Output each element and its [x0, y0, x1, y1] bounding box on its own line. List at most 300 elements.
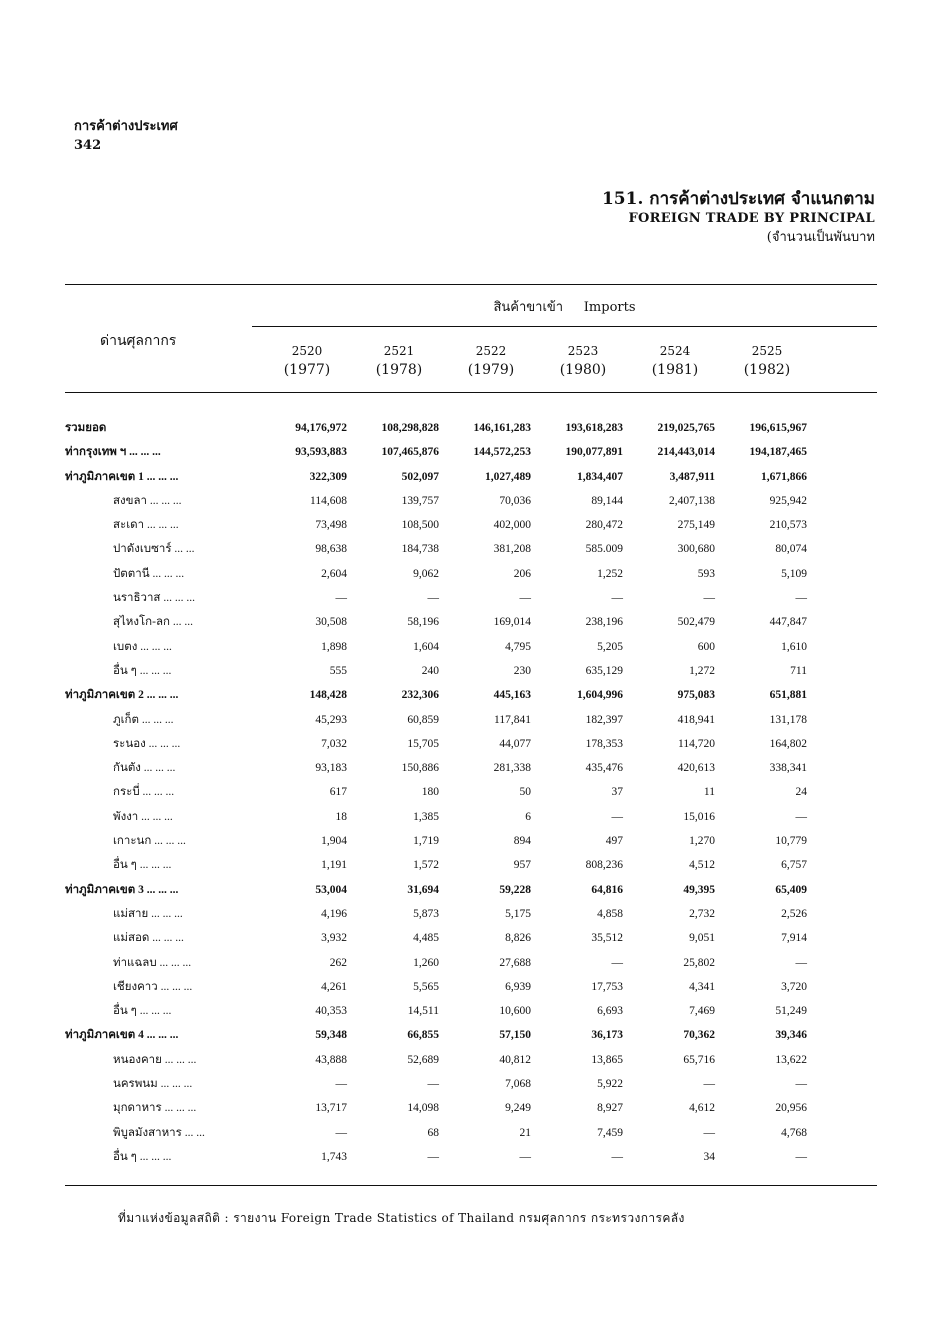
- leader-dots: ... ... ...: [146, 470, 179, 483]
- cell-value: 1,604: [413, 640, 439, 653]
- table-row: [65, 1048, 807, 1072]
- cell-value: 214,443,014: [657, 446, 715, 459]
- cell-value: 40,812: [499, 1053, 531, 1066]
- port-name: อื่น ๆ: [113, 664, 137, 677]
- cell-value: —: [703, 592, 715, 605]
- cell-value: 7,914: [781, 932, 807, 945]
- cell-value: 555: [329, 664, 347, 677]
- cell-value: 210,573: [769, 519, 807, 532]
- cell-value: 11: [703, 786, 715, 799]
- cell-value: 51,249: [775, 1005, 807, 1018]
- cell-value: 240: [421, 664, 439, 677]
- cell-value: 2,732: [689, 907, 715, 920]
- port-name: อื่น ๆ: [113, 1005, 137, 1018]
- cell-value: —: [795, 810, 807, 823]
- cell-value: 14,098: [407, 1102, 439, 1115]
- cell-value: 194,187,465: [749, 446, 807, 459]
- cell-value: 9,062: [413, 567, 439, 580]
- row-label: [65, 902, 255, 926]
- cell-value: 94,176,972: [295, 422, 347, 434]
- cell-value: 114,720: [678, 737, 715, 750]
- cell-value: 1,743: [321, 1150, 347, 1163]
- group-header-thai: สินค้าขาเข้า: [493, 300, 564, 315]
- table-row: [65, 926, 807, 950]
- table-row: [65, 465, 807, 489]
- cell-value: 232,306: [401, 689, 439, 702]
- cell-value: 1,671,866: [761, 470, 807, 483]
- table-row: [65, 780, 807, 804]
- bottom-rule: [65, 1185, 877, 1186]
- row-label: [65, 732, 255, 756]
- cell-value: 206: [513, 567, 531, 580]
- leader-dots: ... ... ...: [146, 519, 179, 532]
- cell-value: 57,150: [499, 1029, 531, 1042]
- cell-value: —: [611, 956, 623, 969]
- cell-value: 68: [427, 1126, 439, 1139]
- cell-value: —: [519, 1150, 531, 1163]
- row-label: [65, 951, 255, 975]
- row-label: [65, 1096, 255, 1120]
- table-row: [65, 829, 807, 853]
- cell-value: 58,196: [407, 616, 439, 629]
- cell-value: 193,618,283: [565, 422, 623, 434]
- cell-value: 600: [697, 640, 715, 653]
- leader-dots: ... ... ...: [160, 980, 193, 993]
- year-be: 2525: [751, 344, 783, 358]
- cell-value: 402,000: [493, 519, 531, 532]
- cell-value: 4,768: [781, 1126, 807, 1139]
- cell-value: 4,795: [505, 640, 531, 653]
- port-name: ท่าภูมิภาคเขต 2: [65, 689, 144, 702]
- leader-dots: ... ... ...: [139, 1150, 172, 1163]
- cell-value: 45,293: [315, 713, 347, 726]
- cell-value: 164,802: [769, 737, 807, 750]
- cell-value: 65,716: [683, 1053, 715, 1066]
- cell-value: 37: [611, 786, 623, 799]
- leader-dots: ... ... ...: [141, 810, 173, 823]
- leader-dots: ... ... ...: [142, 786, 175, 799]
- cell-value: 31,694: [407, 883, 439, 896]
- cell-value: 34: [703, 1150, 715, 1163]
- row-label: [65, 853, 255, 877]
- cell-value: 925,942: [769, 494, 807, 507]
- cell-value: 35,512: [591, 932, 623, 945]
- cell-value: 5,873: [413, 907, 439, 920]
- table-row: [65, 1096, 807, 1120]
- cell-value: —: [427, 1078, 439, 1091]
- cell-value: —: [795, 592, 807, 605]
- cell-value: 52,689: [407, 1053, 439, 1066]
- cell-value: 635,129: [585, 664, 623, 677]
- cell-value: 1,252: [597, 567, 623, 580]
- table-row: [65, 635, 807, 659]
- cell-value: 9,249: [505, 1102, 531, 1115]
- cell-value: 184,738: [401, 543, 439, 556]
- cell-value: 957: [513, 859, 531, 872]
- table-title-thai: 151. การค้าต่างประเทศ จำแนกตาม: [601, 189, 875, 209]
- port-name: พังงา: [113, 810, 139, 823]
- cell-value: 44,077: [499, 737, 531, 750]
- cell-value: 108,500: [401, 519, 439, 532]
- cell-value: 7,032: [321, 737, 347, 750]
- port-name: ท่าภูมิภาคเขต 4: [65, 1029, 144, 1042]
- cell-value: 1,604,996: [577, 689, 623, 702]
- cell-value: 131,178: [769, 713, 807, 726]
- row-label: [65, 805, 255, 829]
- cell-value: 502,097: [401, 470, 439, 483]
- port-name: แม่สอด: [113, 932, 150, 945]
- cell-value: 230: [513, 664, 531, 677]
- table-row: [65, 1121, 807, 1145]
- port-name: ท่าภูมิภาคเขต 1: [65, 470, 144, 483]
- cell-value: —: [795, 956, 807, 969]
- cell-value: 50: [519, 786, 531, 799]
- row-label: [65, 1048, 255, 1072]
- column-group-header: [252, 296, 877, 317]
- port-name: ท่าภูมิภาคเขต 3: [65, 883, 144, 896]
- port-name: แม่สาย: [113, 907, 149, 920]
- cell-value: 7,459: [597, 1126, 623, 1139]
- cell-value: 8,927: [597, 1102, 623, 1115]
- table-row: [65, 756, 807, 780]
- cell-value: —: [335, 592, 347, 605]
- cell-value: 1,834,407: [577, 470, 623, 483]
- year-ce: (1981): [651, 362, 699, 378]
- row-label: [65, 683, 255, 707]
- leader-dots: ... ... ...: [143, 762, 176, 775]
- row-label: [65, 708, 255, 732]
- cell-value: 40,353: [315, 1005, 347, 1018]
- row-label: [65, 416, 255, 440]
- row-label: [65, 975, 255, 999]
- row-label: [65, 756, 255, 780]
- cell-value: 420,613: [677, 762, 715, 775]
- cell-value: 7,068: [505, 1078, 531, 1091]
- cell-value: 2,604: [321, 567, 347, 580]
- cell-value: 64,816: [591, 883, 623, 896]
- cell-value: 169,014: [493, 616, 531, 629]
- cell-value: 280,472: [585, 519, 623, 532]
- cell-value: 144,572,253: [473, 446, 531, 459]
- table-row: [65, 1072, 807, 1096]
- year-ce: (1982): [743, 362, 791, 378]
- year-header: [727, 342, 807, 380]
- cell-value: 180: [421, 786, 439, 799]
- cell-value: —: [795, 1078, 807, 1091]
- year-be: 2520: [291, 344, 323, 358]
- cell-value: 15,705: [407, 737, 439, 750]
- cell-value: 80,074: [775, 543, 807, 556]
- table-row: [65, 853, 807, 877]
- cell-value: 418,941: [677, 713, 715, 726]
- cell-value: 338,341: [769, 762, 807, 775]
- port-name: สงขลา: [113, 494, 148, 507]
- year-header: [267, 342, 347, 380]
- cell-value: 275,149: [677, 519, 715, 532]
- port-name: ท่าแฉลบ: [113, 956, 157, 969]
- cell-value: 219,025,765: [657, 422, 715, 434]
- cell-value: 36,173: [591, 1029, 623, 1042]
- cell-value: 108,298,828: [381, 422, 439, 434]
- cell-value: 146,161,283: [473, 422, 531, 434]
- cell-value: 196,615,967: [749, 422, 807, 434]
- cell-value: —: [427, 1150, 439, 1163]
- row-label: [65, 1072, 255, 1096]
- table-row: [65, 537, 807, 561]
- cell-value: 15,016: [683, 810, 715, 823]
- table-row: [65, 878, 807, 902]
- cell-value: 4,512: [689, 859, 715, 872]
- unit-note: (จำนวนเป็นพันบาท: [766, 230, 875, 245]
- table-row: [65, 902, 807, 926]
- cell-value: 148,428: [309, 689, 347, 702]
- year-header: [359, 342, 439, 380]
- cell-value: 381,208: [493, 543, 531, 556]
- cell-value: 13,865: [591, 1053, 623, 1066]
- cell-value: 300,680: [677, 543, 715, 556]
- cell-value: 89,144: [591, 494, 623, 507]
- page-number: 342: [74, 138, 102, 153]
- cell-value: 593: [697, 567, 715, 580]
- table-row: [65, 440, 807, 464]
- cell-value: 5,922: [597, 1078, 623, 1091]
- leader-dots: ... ... ...: [149, 494, 182, 507]
- year-ce: (1977): [283, 362, 331, 378]
- cell-value: 117,841: [494, 713, 531, 726]
- cell-value: 14,511: [407, 1005, 439, 1018]
- cell-value: 60,859: [407, 713, 439, 726]
- table-row: [65, 975, 807, 999]
- table-row: [65, 416, 807, 440]
- cell-value: 1,270: [689, 835, 715, 848]
- cell-value: 70,036: [499, 494, 531, 507]
- year-header: [635, 342, 715, 380]
- cell-value: 262: [329, 956, 347, 969]
- year-be: 2522: [475, 344, 507, 358]
- cell-value: 502,479: [677, 616, 715, 629]
- port-name: ท่ากรุงเทพ ฯ: [65, 446, 127, 459]
- leader-dots: ... ... ...: [139, 1005, 172, 1018]
- cell-value: 1,610: [781, 640, 807, 653]
- leader-dots: ... ...: [174, 543, 195, 556]
- leader-dots: ... ... ...: [160, 1078, 193, 1091]
- port-name: เชียงคาว: [113, 980, 158, 993]
- cell-value: 238,196: [585, 616, 623, 629]
- row-label: [65, 659, 255, 683]
- cell-value: 894: [513, 835, 531, 848]
- cell-value: —: [611, 810, 623, 823]
- table-title-english: FOREIGN TRADE BY PRINCIPAL: [628, 211, 875, 226]
- port-name: รวมยอด: [65, 422, 107, 434]
- cell-value: 10,779: [775, 835, 807, 848]
- row-label: [65, 610, 255, 634]
- leader-dots: ... ... ...: [151, 907, 183, 920]
- top-rule: [65, 284, 877, 285]
- cell-value: 190,077,891: [565, 446, 623, 459]
- cell-value: 98,638: [315, 543, 347, 556]
- cell-value: 3,932: [321, 932, 347, 945]
- cell-value: 5,565: [413, 980, 439, 993]
- port-name: ปัตตานี: [113, 567, 150, 580]
- port-name: มุกดาหาร: [113, 1102, 162, 1115]
- cell-value: 808,236: [585, 859, 623, 872]
- cell-value: 447,847: [769, 616, 807, 629]
- port-name: ปาดังเบซาร์: [113, 543, 172, 556]
- cell-value: —: [519, 592, 531, 605]
- page-header: [74, 117, 178, 155]
- year-header: [451, 342, 531, 380]
- cell-value: 322,309: [309, 470, 347, 483]
- leader-dots: ... ... ...: [146, 883, 179, 896]
- row-label: [65, 465, 255, 489]
- leader-dots: ... ... ...: [164, 1102, 197, 1115]
- cell-value: 7,469: [689, 1005, 715, 1018]
- leader-dots: ... ... ...: [146, 689, 179, 702]
- cell-value: —: [335, 1126, 347, 1139]
- table-row: [65, 659, 807, 683]
- leader-dots: ... ... ...: [164, 1053, 197, 1066]
- cell-value: —: [795, 1150, 807, 1163]
- leader-dots: ... ... ...: [159, 956, 192, 969]
- cell-value: —: [611, 592, 623, 605]
- port-name: ภูเก็ต: [113, 713, 139, 726]
- table-row: [65, 586, 807, 610]
- row-label: [65, 1121, 255, 1145]
- cell-value: —: [427, 592, 439, 605]
- table-row: [65, 805, 807, 829]
- row-label: [65, 1145, 255, 1169]
- cell-value: 8,826: [505, 932, 531, 945]
- leader-dots: ... ... ...: [129, 446, 161, 459]
- table-row: [65, 683, 807, 707]
- port-name: พิบูลมังสาหาร: [113, 1126, 182, 1139]
- year-be: 2524: [659, 344, 691, 358]
- port-name: อื่น ๆ: [113, 1150, 137, 1163]
- row-label: [65, 926, 255, 950]
- port-name: สะเดา: [113, 519, 145, 532]
- leader-dots: ... ... ...: [140, 640, 172, 653]
- table-row: [65, 513, 807, 537]
- table-row: [65, 610, 807, 634]
- source-note: ที่มาแห่งข้อมูลสถิติ : รายงาน Foreign Trade Statistics of Thailand กรมศุลกากร กระทรวงการคลัง: [118, 1211, 685, 1225]
- leader-dots: ... ... ...: [152, 932, 184, 945]
- cell-value: 1,027,489: [485, 470, 531, 483]
- cell-value: 2,407,138: [669, 494, 715, 507]
- port-name: กันตัง: [113, 762, 141, 775]
- cell-value: 17,753: [591, 980, 623, 993]
- cell-value: 3,720: [781, 980, 807, 993]
- port-name: กระบี่: [113, 786, 140, 799]
- cell-value: 6,693: [597, 1005, 623, 1018]
- row-label: [65, 513, 255, 537]
- cell-value: 107,465,876: [381, 446, 439, 459]
- cell-value: 2,526: [781, 907, 807, 920]
- cell-value: 182,397: [585, 713, 623, 726]
- group-header-english: Imports: [583, 300, 636, 315]
- table-row: [65, 999, 807, 1023]
- cell-value: 1,191: [321, 859, 347, 872]
- row-label: [65, 829, 255, 853]
- table-row: [65, 732, 807, 756]
- port-name: ระนอง: [113, 737, 146, 750]
- cell-value: 20,956: [775, 1102, 807, 1115]
- cell-value: 30,508: [315, 616, 347, 629]
- port-name: หนองคาย: [113, 1053, 162, 1066]
- cell-value: 975,083: [677, 689, 715, 702]
- row-label: [65, 537, 255, 561]
- table-row: [65, 1145, 807, 1169]
- leader-dots: ... ... ...: [148, 737, 181, 750]
- port-name: อื่น ๆ: [113, 859, 137, 872]
- cell-value: 711: [790, 664, 807, 677]
- port-name: เบตง: [113, 640, 138, 653]
- cell-value: 435,476: [585, 762, 623, 775]
- cell-value: 59,348: [315, 1029, 347, 1042]
- stub-header: ด่านศุลกากร: [100, 333, 177, 349]
- leader-dots: ... ... ...: [146, 1029, 179, 1042]
- leader-dots: ... ... ...: [139, 664, 172, 677]
- table-title-block: [602, 188, 875, 248]
- cell-value: 21: [519, 1126, 531, 1139]
- cell-value: 5,205: [597, 640, 623, 653]
- cell-value: 53,004: [315, 883, 347, 896]
- row-label: [65, 635, 255, 659]
- cell-value: 66,855: [407, 1029, 439, 1042]
- cell-value: 4,196: [321, 907, 347, 920]
- cell-value: 4,341: [689, 980, 715, 993]
- cell-value: 6,939: [505, 980, 531, 993]
- header-rule: [65, 392, 877, 393]
- cell-value: 39,346: [775, 1029, 807, 1042]
- leader-dots: ... ... ...: [163, 592, 195, 605]
- cell-value: 13,717: [315, 1102, 347, 1115]
- cell-value: 4,858: [597, 907, 623, 920]
- table-row: [65, 489, 807, 513]
- port-name: สุไหงโก-ลก: [113, 616, 170, 629]
- row-label: [65, 780, 255, 804]
- year-be: 2521: [383, 344, 415, 358]
- cell-value: 49,395: [683, 883, 715, 896]
- cell-value: 25,802: [683, 956, 715, 969]
- cell-value: 1,385: [413, 810, 439, 823]
- row-label: [65, 1023, 255, 1047]
- cell-value: 73,498: [315, 519, 347, 532]
- table-row: [65, 708, 807, 732]
- cell-value: 65,409: [775, 883, 807, 896]
- leader-dots: ... ... ...: [139, 859, 172, 872]
- cell-value: 70,362: [683, 1029, 715, 1042]
- cell-value: 178,353: [585, 737, 623, 750]
- cell-value: 27,688: [499, 956, 531, 969]
- cell-value: 24: [795, 786, 807, 799]
- leader-dots: ... ... ...: [154, 835, 186, 848]
- cell-value: 1,719: [413, 835, 439, 848]
- cell-value: 93,183: [315, 762, 347, 775]
- cell-value: 6: [525, 810, 531, 823]
- cell-value: 150,886: [401, 762, 439, 775]
- cell-value: 59,228: [499, 883, 531, 896]
- row-label: [65, 878, 255, 902]
- cell-value: 139,757: [401, 494, 439, 507]
- cell-value: 43,888: [315, 1053, 347, 1066]
- port-name: เกาะนก: [113, 835, 152, 848]
- cell-value: 6,757: [781, 859, 807, 872]
- cell-value: 1,904: [321, 835, 347, 848]
- row-label: [65, 489, 255, 513]
- cell-value: 93,593,883: [295, 446, 347, 459]
- cell-value: —: [703, 1078, 715, 1091]
- year-be: 2523: [567, 344, 599, 358]
